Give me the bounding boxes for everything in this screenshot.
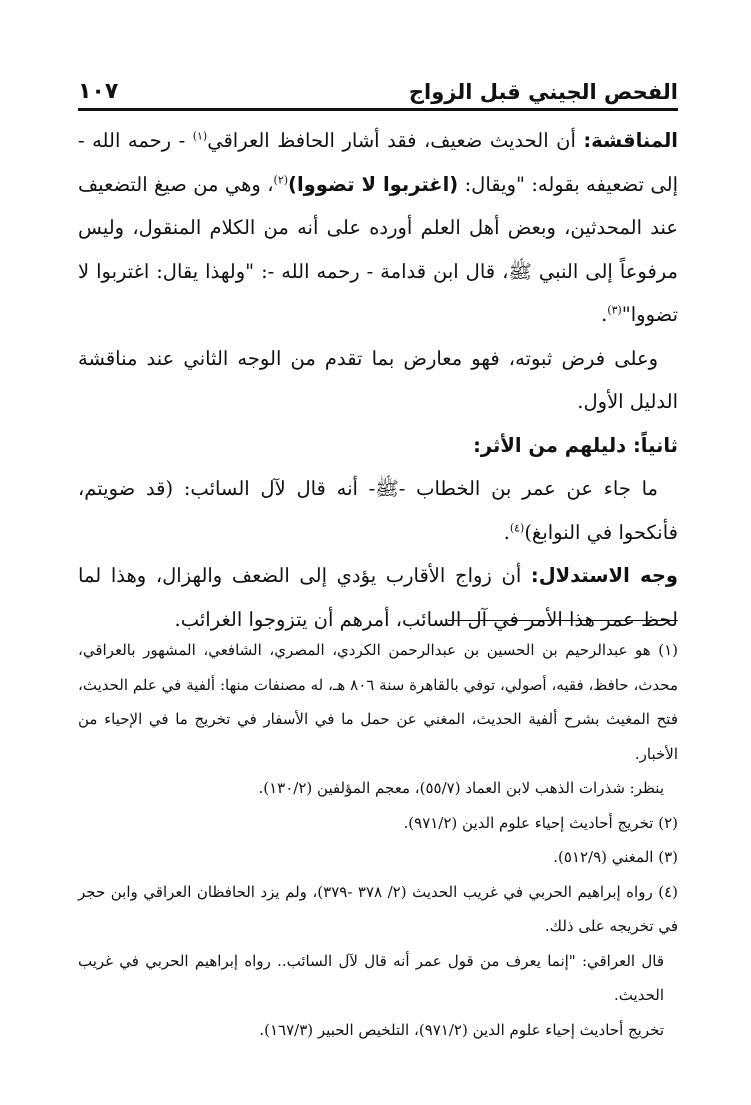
discussion-text-a: أن الحديث ضعيف، فقد أشار الحافظ العراقي — [207, 129, 584, 152]
discussion-text-d: . — [601, 303, 608, 326]
footnote-1: (١) هو عبدالرحيم بن الحسين بن عبدالرحمن الكردي، المصري، الشافعي، المشهور بالعراقي، محدث، حافظ، فقيه، أصولي، توفي بالقاهرة سنة ٨٠٦ هـ، له مصنفات منها: ألفية في علم الحديث، فتح المغيث بشرح ألفية الحديث، المغني عن حمل ما في الأسفار في تخريج ما في الإحياء من الأخبار. — [78, 641, 679, 763]
inference-label: وجه الاستدلال: — [530, 564, 678, 587]
discussion-label: المناقشة: — [583, 129, 678, 152]
hadith-quote: (اغتربوا لا تضووا) — [288, 172, 459, 196]
footnote-ref-2: (٢) — [273, 173, 289, 186]
section-heading: ثانياً: دليلهم من الأثر: — [473, 433, 678, 457]
page-number: ١٠٧ — [78, 79, 119, 104]
footnote-ref-4: (٤) — [509, 521, 525, 534]
athar-text-a: ما جاء عن عمر بن الخطاب -ﷺ- أنه قال لآل السائب: (قد ضويتم، فأنكحوا في النوابغ) — [78, 477, 678, 544]
discussion-text-b: - رحمه الله - إلى تضعيفه بقوله: "ويقال: — [78, 129, 678, 196]
paragraph-inference — [78, 554, 678, 641]
main-text — [78, 119, 678, 641]
footnote-4-iraqi: قال العراقي: "إنما يعرف من قول عمر أنه قال لآل السائب.. رواه إبراهيم الحربي في غريب الحديث. — [78, 951, 664, 1004]
footnote-1-see: ينظر: شذرات الذهب لابن العماد (٥٥/٧)، معجم المؤلفين (١٣٠/٢). — [258, 779, 664, 797]
header-rule — [78, 108, 678, 111]
paragraph-assumption: وعلى فرض ثبوته، فهو معارض بما تقدم من الوجه الثاني عند مناقشة الدليل الأول. — [78, 346, 678, 413]
footnotes — [78, 633, 678, 1047]
paragraph-athar — [78, 467, 678, 554]
footnote-ref-3: (٣) — [607, 303, 622, 317]
footnote-ref-1: (١) — [192, 129, 208, 143]
page-header — [78, 70, 678, 104]
footnote-rule — [448, 620, 678, 621]
inference-text: أن زواج الأقارب يؤدي إلى الضعف والهزال، وهذا لما لحظ عمر هذا الأمر في آل السائب، أمرهم أن يتزوجوا الغرائب. — [78, 564, 678, 631]
footnote-2: (٢) تخريج أحاديث إحياء علوم الدين (٩٧١/٢). — [403, 813, 678, 832]
paragraph-discussion — [78, 119, 678, 337]
discussion-text-c: ، وهي من صيغ التضعيف عند المحدثين، وبعض أهل العلم أورده على أنه من الكلام المنقول، وليس مرفوعاً إلى النبي ﷺ، قال ابن قدامة - رحمه الله -: "ولهذا يقال: اغتربوا لا تضووا" — [78, 172, 678, 326]
footnote-4-takhrij: تخريج أحاديث إحياء علوم الدين (٩٧١/٢)، التلخيص الحبير (١٦٧/٣). — [259, 1020, 664, 1039]
athar-text-b: . — [503, 520, 510, 544]
footnote-3: (٣) المغني (٥١٢/٩). — [553, 848, 678, 866]
footnote-4: (٤) رواه إبراهيم الحربي في غريب الحديث (٢/ ٣٧٨ -٣٧٩)، ولم يزد الحافظان العراقي وابن حجر في تخريجه على ذلك. — [78, 882, 678, 935]
running-title: الفحص الجيني قبل الزواج — [408, 80, 678, 104]
